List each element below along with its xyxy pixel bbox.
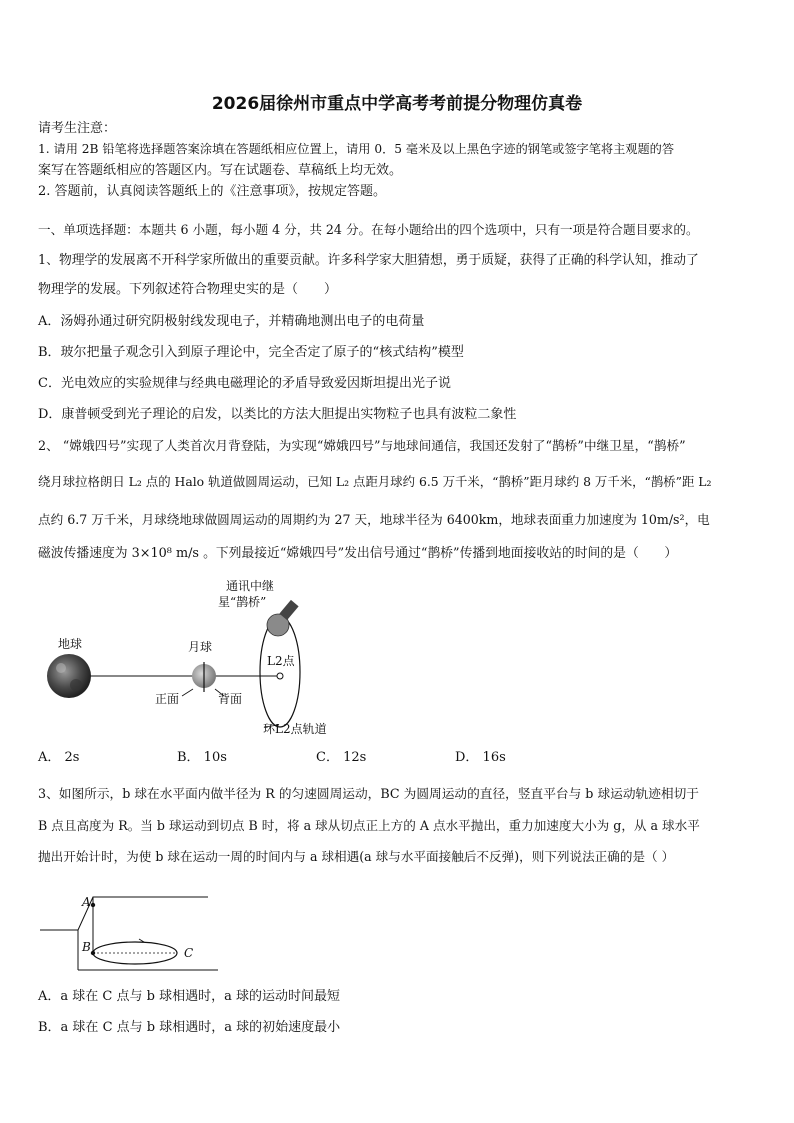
q3-platform-figure — [38, 885, 218, 980]
notice-item-1-line-2: 案写在答题纸相应的答题区内。写在试题卷、草稿纸上均无效。 — [38, 163, 403, 178]
q3-option-a: A．a 球在 C 点与 b 球相遇时，a 球的运动时间最短 — [38, 989, 340, 1004]
notice-item-1-line-1: 1. 请用 2B 铅笔将选择题答案涂填在答题纸相应位置上，请用 0．5 毫米及以上黑色字迹的钢笔或签字笔将主观题的答 — [38, 142, 675, 156]
l2-point — [277, 673, 283, 679]
q2-option-a: A． 2s — [38, 750, 80, 765]
relay-label-line-1: 通讯中继 — [226, 579, 275, 593]
label-a: A — [82, 895, 91, 909]
q1-option-a: A．汤姆孙通过研究阴极射线发现电子，并精确地测出电子的电荷量 — [38, 314, 425, 329]
notice-heading: 请考生注意： — [38, 121, 117, 136]
q3-stem-line-2: B 点且高度为 R。当 b 球运动到切点 B 时，将 a 球从切点正上方的 A 点水平抛出，重力加速度大小为 g，从 a 球水平 — [38, 818, 700, 833]
section-heading: 一、单项选择题：本题共 6 小题，每小题 4 分，共 24 分。在每小题给出的四个选项中，只有一项是符合题目要求的。 — [38, 222, 699, 237]
q2-option-c: C． 12s — [316, 750, 367, 765]
q3-option-b: B．a 球在 C 点与 b 球相遇时，a 球的初始速度最小 — [38, 1020, 341, 1035]
notice-item-2: 2. 答题前，认真阅读答题纸上的《注意事项》，按规定答题。 — [38, 184, 387, 199]
q2-stem-line-1: 2、 “嫦娥四号”实现了人类首次月背登陆，为实现“嫦娥四号”与地球间通信，我国还发射了“鹊桥”中继卫星，“鹊桥” — [38, 438, 686, 453]
q2-stem-line-4: 磁波传播速度为 3×10⁸ m/s 。下列最接近“嫦娥四号”发出信号通过“鹊桥”传播到地面接收站的时间的是（ ） — [38, 546, 678, 561]
earth — [47, 654, 91, 698]
q3-stem-line-3: 抛出开始计时，为使 b 球在运动一周的时间内与 a 球相遇(a 球与水平面接触后不反弹)，则下列说法正确的是（ ） — [38, 849, 675, 864]
q1-option-b: B．玻尔把量子观念引入到原子理论中，完全否定了原子的“核式结构”模型 — [38, 345, 464, 360]
relay-label-line-2: 星“鹊桥” — [218, 595, 267, 609]
label-c: C — [184, 946, 194, 960]
q1-stem-line-1: 1、物理学的发展离不开科学家所做出的重要贡献。许多科学家大胆猜想，勇于质疑，获得了正确的科学认知，推动了 — [38, 253, 699, 268]
q1-option-c: C．光电效应的实验规律与经典电磁理论的矛盾导致爱因斯坦提出光子说 — [38, 376, 451, 391]
front-side-label: 正面 — [155, 692, 180, 706]
q1-option-d: D．康普顿受到光子理论的启发，以类比的方法大胆提出实物粒子也具有波粒二象性 — [38, 407, 517, 422]
q3-stem-line-1: 3、如图所示，b 球在水平面内做半径为 R 的匀速圆周运动，BC 为圆周运动的直径，竖直平台与 b 球运动轨迹相切于 — [38, 786, 699, 801]
l2-label: L2点 — [267, 654, 295, 668]
point-a — [91, 903, 95, 907]
q2-option-b: B． 10s — [177, 750, 227, 765]
label-b: B — [82, 940, 91, 954]
q2-stem-line-3: 点约 6.7 万千米，月球绕地球做圆周运动的周期约为 27 天，地球半径为 6400km，地球表面重力加速度为 10m/s²，电 — [38, 512, 710, 527]
q2-stem-line-2: 绕月球拉格朗日 L₂ 点的 Halo 轨道做圆周运动，已知 L₂ 点距月球约 6.5 万千米，“鹊桥”距月球约 8 万千米，“鹊桥”距 L₂ — [38, 474, 712, 489]
point-b — [91, 951, 95, 955]
page-title: 2026届徐州市重点中学高考考前提分物理仿真卷 — [211, 94, 583, 114]
q1-stem-line-2: 物理学的发展。下列叙述符合物理史实的是（ ） — [38, 282, 338, 297]
back-side-label: 背面 — [218, 692, 243, 706]
q2-earth-moon-l2-figure — [38, 575, 338, 745]
earth-label: 地球 — [58, 637, 83, 651]
q2-option-d: D． 16s — [455, 750, 506, 765]
orbit-label: 环L2点轨道 — [263, 722, 327, 736]
moon-label: 月球 — [188, 640, 213, 654]
